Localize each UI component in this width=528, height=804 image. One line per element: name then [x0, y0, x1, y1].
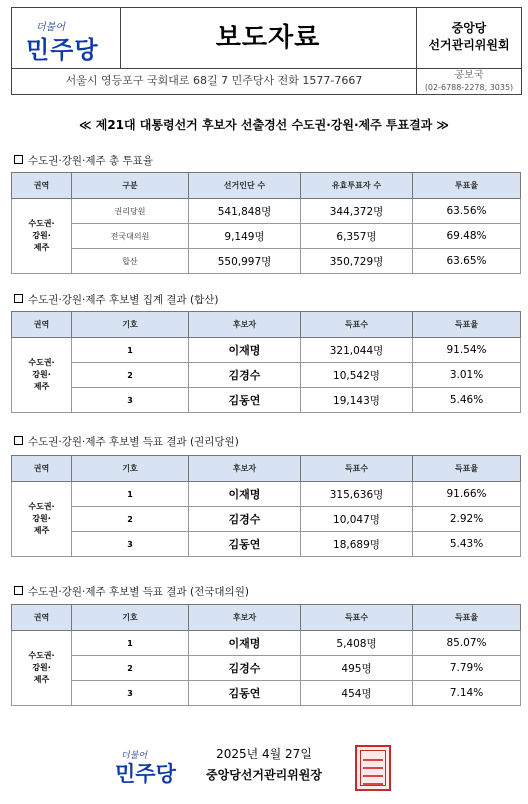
press-release-header: [11, 7, 522, 95]
checkbox-bullet-icon: [14, 294, 23, 303]
region-cell: [12, 482, 72, 557]
votes-cell: 18,689명: [301, 532, 413, 557]
candidate-cell: 김동연: [189, 532, 301, 557]
votes-cell: 10,047명: [301, 507, 413, 532]
vote-share-cell: 7.79%: [413, 656, 521, 681]
address: 서울시 영등포구 국회대로 68길 7 민주당사 전화 1577-7667: [65, 74, 363, 87]
votes-cell: 10,542명: [301, 363, 413, 388]
party-member-results-table: [11, 455, 521, 557]
region-cell: [12, 199, 72, 274]
region-line: 제주: [33, 243, 50, 252]
ballot-number-cell: 3: [72, 388, 189, 413]
column-header: 기호: [72, 312, 189, 338]
section-title-text: 수도권·강원·제주 후보별 득표 결과 (권리당원): [28, 436, 239, 448]
seal-mark: [363, 775, 383, 777]
turnout-table: [11, 172, 521, 274]
party-logo: [12, 8, 121, 68]
section-title-text: 수도권·강원·제주 총 투표율: [28, 155, 153, 167]
ballot-number-cell: 1: [72, 631, 189, 656]
votes-cell: 454명: [301, 681, 413, 706]
electorate-cell: 550,997명: [189, 249, 301, 274]
ballot-number-cell: 3: [72, 681, 189, 706]
page-title: 보도자료: [215, 23, 321, 53]
category-cell: 권리당원: [72, 199, 189, 224]
vote-share-cell: 5.43%: [413, 532, 521, 557]
region-line: 강원·: [32, 663, 51, 672]
valid-voters-cell: 6,357명: [301, 224, 413, 249]
candidate-cell: 이재명: [189, 338, 301, 363]
section-title: [14, 153, 153, 168]
vote-share-cell: 85.07%: [413, 631, 521, 656]
turnout-cell: 63.65%: [413, 249, 521, 274]
column-header: 기호: [72, 605, 189, 631]
column-header: 득표수: [301, 312, 413, 338]
table-row: [12, 482, 521, 507]
region-line: 제주: [33, 382, 50, 391]
vote-share-cell: 91.66%: [413, 482, 521, 507]
region-line: 강원·: [32, 231, 51, 240]
column-header: 후보자: [189, 312, 301, 338]
column-header: 득표수: [301, 456, 413, 482]
vote-share-cell: 7.14%: [413, 681, 521, 706]
ballot-number-cell: 3: [72, 532, 189, 557]
candidate-cell: 이재명: [189, 482, 301, 507]
ballot-number-cell: 2: [72, 507, 189, 532]
column-header: 득표율: [413, 605, 521, 631]
region-line: 제주: [33, 526, 50, 535]
candidate-cell: 김경수: [189, 363, 301, 388]
official-seal-icon: [355, 745, 391, 791]
release-date: 2025년 4월 27일: [216, 747, 312, 761]
column-header: 후보자: [189, 605, 301, 631]
candidate-cell: 김경수: [189, 656, 301, 681]
column-header: 기호: [72, 456, 189, 482]
ballot-number-cell: 2: [72, 363, 189, 388]
candidate-cell: 김경수: [189, 507, 301, 532]
table-header-row: [12, 605, 521, 631]
party-logo-small-text: 더불어: [36, 22, 65, 33]
ballot-number-cell: 1: [72, 338, 189, 363]
table-row: [12, 631, 521, 656]
table-row: [12, 532, 521, 557]
header-top-row: [12, 8, 521, 69]
column-header: 권역: [12, 605, 72, 631]
valid-voters-cell: 350,729명: [301, 249, 413, 274]
region-line: 수도권·: [28, 358, 55, 367]
column-header: 선거인단 수: [189, 173, 301, 199]
category-cell: 합산: [72, 249, 189, 274]
region-line: 수도권·: [28, 219, 55, 228]
table-header-row: [12, 456, 521, 482]
section-title: [14, 292, 219, 307]
region-line: 강원·: [32, 370, 51, 379]
table-header-row: [12, 312, 521, 338]
column-header: 권역: [12, 312, 72, 338]
votes-cell: 315,636명: [301, 482, 413, 507]
table-row: [12, 388, 521, 413]
delegate-results-table: [11, 604, 521, 706]
column-header: 권역: [12, 173, 72, 199]
table-row: [12, 249, 521, 274]
candidate-cell: 이재명: [189, 631, 301, 656]
section-title: [14, 434, 239, 449]
party-logo-main-text: 민주당: [26, 36, 99, 64]
contact-dept: 공보국: [454, 70, 484, 81]
vote-share-cell: 3.01%: [413, 363, 521, 388]
issuing-organization: [416, 8, 521, 68]
turnout-cell: 69.48%: [413, 224, 521, 249]
org-line-1: 중앙당: [451, 21, 487, 35]
column-header: 구분: [72, 173, 189, 199]
combined-results-table: [11, 311, 521, 413]
section-title-text: 수도권·강원·제주 후보별 집계 결과 (합산): [28, 294, 219, 306]
table-row: [12, 338, 521, 363]
region-line: 제주: [33, 675, 50, 684]
footer-party-logo: [113, 744, 181, 788]
region-cell: [12, 338, 72, 413]
table-row: [12, 656, 521, 681]
region-cell: [12, 631, 72, 706]
column-header: 유효투표자 수: [301, 173, 413, 199]
region-line: 수도권·: [28, 651, 55, 660]
seal-mark: [363, 767, 383, 769]
section-title-text: 수도권·강원·제주 후보별 득표 결과 (전국대의원): [28, 586, 249, 598]
turnout-cell: 63.56%: [413, 199, 521, 224]
column-header: 권역: [12, 456, 72, 482]
seal-mark: [363, 759, 383, 761]
vote-share-cell: 91.54%: [413, 338, 521, 363]
column-header: 득표율: [413, 456, 521, 482]
signatory: 중앙당선거관리위원장: [206, 768, 322, 782]
table-row: [12, 224, 521, 249]
ballot-number-cell: 1: [72, 482, 189, 507]
header-bottom-row: [12, 68, 521, 94]
vote-share-cell: 5.46%: [413, 388, 521, 413]
checkbox-bullet-icon: [14, 586, 23, 595]
contact-info: [416, 68, 521, 94]
table-row: [12, 507, 521, 532]
ballot-number-cell: 2: [72, 656, 189, 681]
votes-cell: 5,408명: [301, 631, 413, 656]
column-header: 후보자: [189, 456, 301, 482]
votes-cell: 321,044명: [301, 338, 413, 363]
valid-voters-cell: 344,372명: [301, 199, 413, 224]
table-row: [12, 199, 521, 224]
document-title: ≪ 제21대 대통령선거 후보자 선출경선 수도권·강원·제주 투표결과 ≫: [79, 118, 449, 132]
checkbox-bullet-icon: [14, 436, 23, 445]
section-title: [14, 584, 249, 599]
table-row: [12, 363, 521, 388]
contact-phone: (02-6788-2278, 3035): [424, 83, 514, 92]
checkbox-bullet-icon: [14, 155, 23, 164]
candidate-cell: 김동연: [189, 388, 301, 413]
region-line: 강원·: [32, 514, 51, 523]
candidate-cell: 김동연: [189, 681, 301, 706]
table-header-row: [12, 173, 521, 199]
footer-logo-main-text: 민주당: [115, 762, 176, 786]
vote-share-cell: 2.92%: [413, 507, 521, 532]
electorate-cell: 541,848명: [189, 199, 301, 224]
column-header: 득표율: [413, 312, 521, 338]
region-line: 수도권·: [28, 502, 55, 511]
org-line-2: 선거관리위원회: [428, 38, 510, 52]
category-cell: 전국대의원: [72, 224, 189, 249]
table-row: [12, 681, 521, 706]
electorate-cell: 9,149명: [189, 224, 301, 249]
column-header: 투표율: [413, 173, 521, 199]
votes-cell: 19,143명: [301, 388, 413, 413]
footer-logo-small-text: 더불어: [121, 751, 148, 761]
votes-cell: 495명: [301, 656, 413, 681]
seal-mark: [363, 783, 383, 785]
column-header: 득표수: [301, 605, 413, 631]
